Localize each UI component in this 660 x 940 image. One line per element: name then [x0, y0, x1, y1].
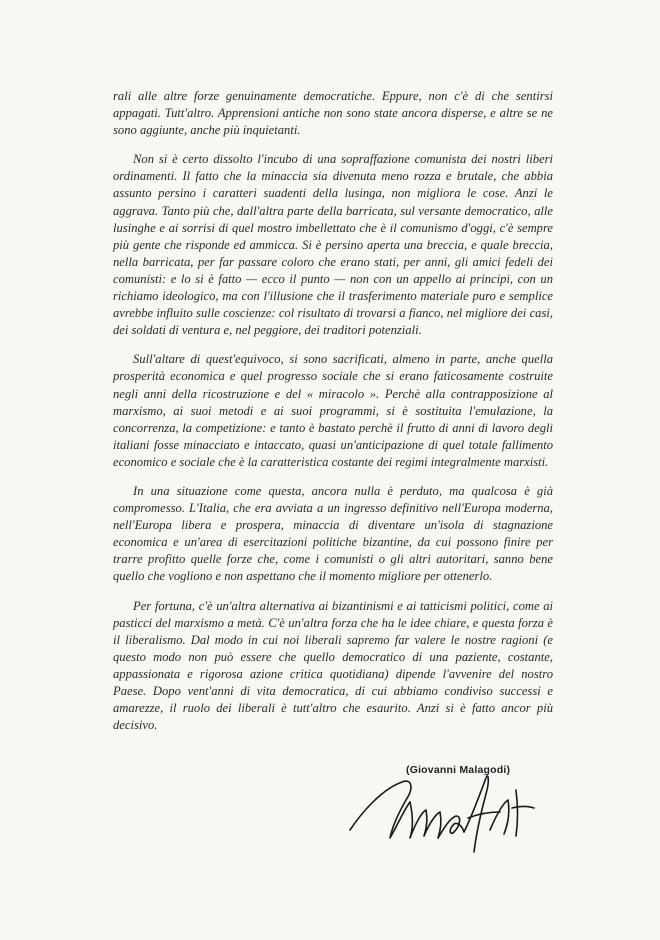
paragraph-3: Sull'altare di quest'equivoco, si sono sacrificati, almeno in parte, anche quella prosperità economica e quel progresso sociale che si erano faticosamente costruite negli anni della ricostruzione e del « miracolo ». Perchè alla contrapposizione al marxismo, ai suoi metodi e ai suoi programmi, si è sostituita l'emulazione, la concorrenza, la competizione: e tanto è bastato perchè il frutto di anni di lavoro degli italiani fosse minacciato e intaccato, quasi un'anticipazione di quel totale fallimento economico e sociale che è la caratteristica costante dei regimi integralmente marxisti. [113, 352, 553, 469]
paragraph-5: Per fortuna, c'è un'altra alternativa ai bizantinismi e ai tatticismi politici, come ai pasticci del marxismo a metà. C'è un'altra forza che ha le idee chiare, e questa forza è il liberalismo. Dal modo in cui noi liberali sapremo far valere le nostre ragioni (e questo modo non può essere che quello democratico di una paziente, costante, appassionata e rigorosa azione critica quotidiana) dipende l'avvenire del nostro Paese. Dopo vent'anni di vita democratica, di cui abbiamo condiviso successi e amarezze, il ruolo dei liberali è tutt'altro che esaurito. Anzi si è fatto ancor più decisivo. [113, 598, 553, 733]
signature-block [340, 760, 560, 860]
paragraph-1: rali alle altre forze genuinamente democratiche. Eppure, non c'è di che sentirsi appagati. Tutt'altro. Apprensioni antiche non sono state ancora disperse, e altre se ne sono aggiunte, anche più inquietanti. [113, 89, 553, 138]
body-text [113, 88, 553, 746]
handwritten-signature-icon [340, 760, 560, 860]
signature-name: (Giovanni Malagodi) [406, 764, 511, 776]
paragraph-4: In una situazione come questa, ancora nulla è perduto, ma qualcosa è già compromesso. L'Italia, che era avviata a un ingresso definitivo nell'Europa moderna, nell'Europa libera e prospera, minaccia di diventare un'isola di stagnazione economica e un'area di esercitazioni politiche bizantine, da cui possono finire per trarre profitto quelle forze che, come i comunisti o gli altri autoritari, sanno bene quello che vogliono e non aspettano che il momento migliore per ottenerlo. [113, 483, 553, 584]
paragraph-2: Non si è certo dissolto l'incubo di una sopraffazione comunista dei nostri liberi ordinamenti. Il fatto che la minaccia sia divenuta meno rozza e brutale, che abbia assunto persino i caratteri suadenti della lusinga, non migliora le cose. Anzi le aggrava. Tanto più che, dall'altra parte della barricata, sul versante democratico, alle lusinghe e ai sorrisi di quel mostro imbellettato che è il comunismo d'oggi, c'è sempre più gente che risponde ed ammicca. Si è persino aperta una breccia, e quale breccia, nella barricata, per far passare coloro che erano stati, per anni, gli amici fedeli dei comunisti: e lo si è fatto — ecco il punto — non con un appello ai principi, con un richiamo ideologico, ma con l'illusione che il trasferimento materiale puro e semplice avrebbe influito sulle coscienze: col risultato di trovarsi a fianco, nel migliore dei casi, dei soldati di ventura e, nel peggiore, dei traditori potenziali. [113, 152, 553, 338]
